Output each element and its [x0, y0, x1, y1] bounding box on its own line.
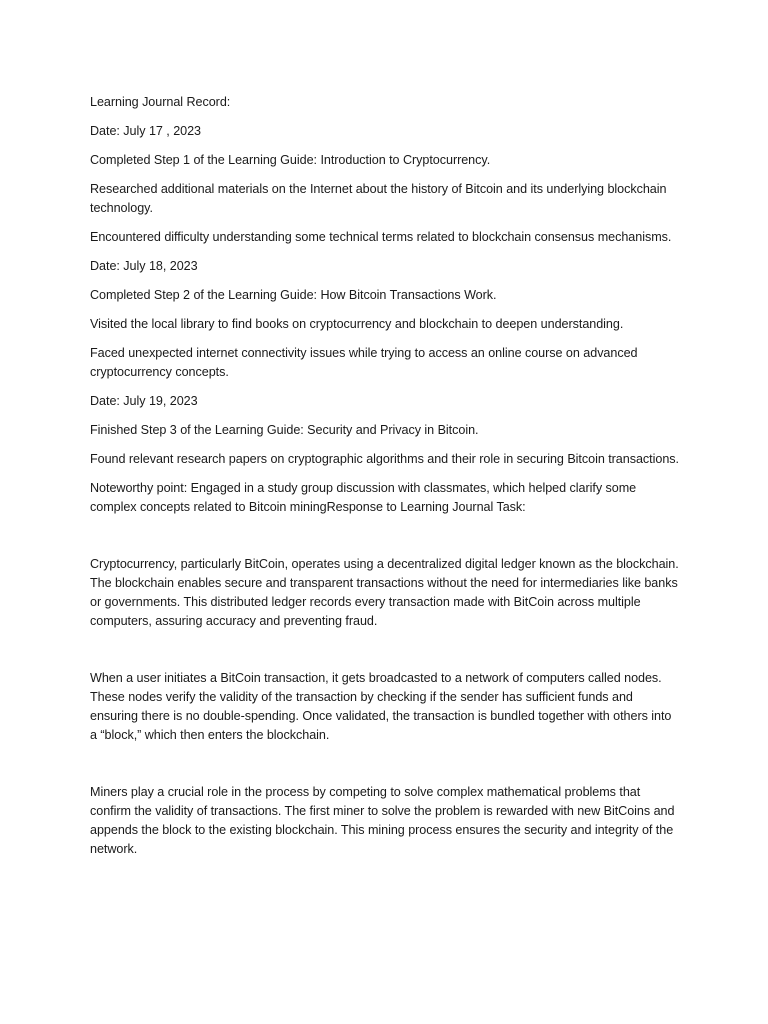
journal-heading: Learning Journal Record:	[90, 95, 231, 109]
journal-entry: Encountered difficulty understanding some technical terms related to blockchain consensus mechanisms.	[90, 230, 672, 244]
journal-entry: Noteworthy point: Engaged in a study group discussion with classmates, which helped clarify some complex concepts related to Bitcoin miningResponse to Learning Journal Task:	[90, 481, 637, 514]
journal-entry: Faced unexpected internet connectivity issues while trying to access an online course on advanced cryptocurrency concepts.	[90, 346, 638, 379]
response-paragraph: When a user initiates a BitCoin transaction, it gets broadcasted to a network of computers called nodes. These nodes verify the validity of the transaction by checking if the sender has sufficient funds and ensuring there is no double-spending. Once validated, the transaction is bundled together with others into a “block,” which then enters the blockchain.	[90, 671, 672, 742]
response-paragraph: Miners play a crucial role in the process by competing to solve complex mathematical problems that confirm the validity of transactions. The first miner to solve the problem is rewarded with new BitCoins and appends the block to the existing blockchain. This mining process ensures the security and integrity of the network.	[90, 785, 675, 856]
document-page	[90, 93, 680, 869]
journal-date: Date: July 18, 2023	[90, 259, 198, 273]
journal-entry: Researched additional materials on the Internet about the history of Bitcoin and its underlying blockchain technology.	[90, 182, 667, 215]
journal-entry: Completed Step 2 of the Learning Guide: How Bitcoin Transactions Work.	[90, 288, 497, 302]
journal-date: Date: July 17 , 2023	[90, 124, 202, 138]
journal-entry: Completed Step 1 of the Learning Guide: Introduction to Cryptocurrency.	[90, 153, 491, 167]
journal-entry: Finished Step 3 of the Learning Guide: Security and Privacy in Bitcoin.	[90, 423, 479, 437]
journal-date: Date: July 19, 2023	[90, 394, 198, 408]
response-paragraph: Cryptocurrency, particularly BitCoin, operates using a decentralized digital ledger known as the blockchain. The blockchain enables secure and transparent transactions without the need for intermediaries like banks or governments. This distributed ledger records every transaction made with BitCoin across multiple computers, assuring accuracy and preventing fraud.	[90, 557, 679, 628]
journal-entry: Found relevant research papers on cryptographic algorithms and their role in securing Bitcoin transactions.	[90, 452, 679, 466]
journal-entry: Visited the local library to find books on cryptocurrency and blockchain to deepen understanding.	[90, 317, 624, 331]
